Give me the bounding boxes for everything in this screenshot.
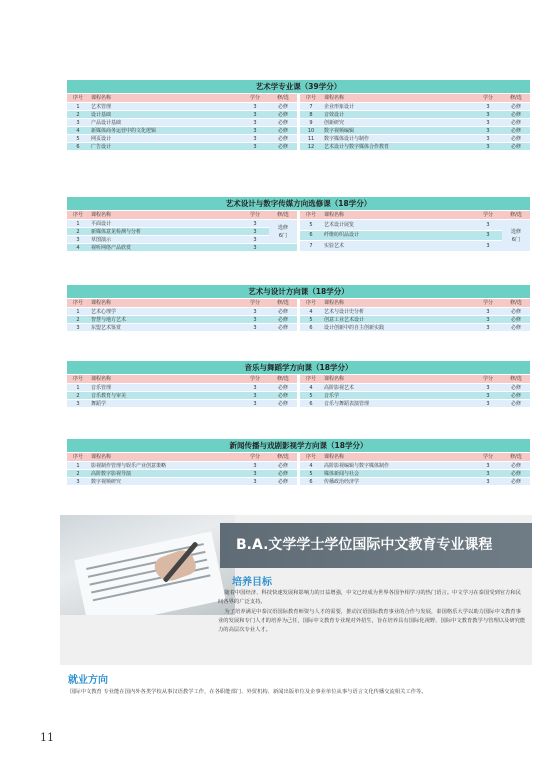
table-row bbox=[67, 462, 297, 470]
header-type: 修/选 bbox=[502, 375, 530, 384]
cell-name: 纤维纺织品设计 bbox=[322, 230, 474, 241]
header-type: 修/选 bbox=[269, 211, 297, 220]
banner-title: B.A.文学学士学位国际中文教育专业课程 bbox=[220, 523, 532, 568]
table-row bbox=[300, 143, 530, 151]
section-news-film bbox=[67, 439, 530, 486]
cell-name: 数字媒体设计与制作 bbox=[322, 135, 474, 143]
cell-no: 2 bbox=[67, 228, 89, 236]
header-name: 课程名称 bbox=[322, 299, 474, 308]
cell-type: 必修 bbox=[269, 143, 297, 151]
cell-name: 企业形象设计 bbox=[322, 103, 474, 111]
cell-name: 设计基础 bbox=[89, 111, 241, 119]
cell-no: 2 bbox=[67, 392, 89, 400]
course-table-left bbox=[67, 453, 297, 486]
cell-type: 必修 bbox=[502, 470, 530, 478]
cell-no: 8 bbox=[300, 111, 322, 119]
table-row bbox=[67, 135, 297, 143]
table-row bbox=[67, 324, 297, 332]
header-type: 修/选 bbox=[502, 299, 530, 308]
cell-credit: 3 bbox=[241, 308, 269, 316]
cell-name: 平面设计 bbox=[89, 220, 241, 228]
table-row bbox=[300, 135, 530, 143]
cell-credit: 3 bbox=[241, 236, 269, 244]
cell-type: 必修 bbox=[269, 111, 297, 119]
cell-no: 2 bbox=[67, 316, 89, 324]
cell-credit: 3 bbox=[474, 241, 502, 252]
header-credit: 学分 bbox=[474, 375, 502, 384]
cell-no: 6 bbox=[300, 478, 322, 486]
table-row bbox=[67, 316, 297, 324]
cell-type bbox=[269, 244, 297, 252]
header-no: 序号 bbox=[300, 375, 322, 384]
header-credit: 学分 bbox=[474, 94, 502, 103]
cell-type: 必修 bbox=[502, 384, 530, 392]
course-table-right bbox=[300, 94, 530, 151]
table-row bbox=[300, 103, 530, 111]
header-name: 课程名称 bbox=[322, 211, 474, 220]
section-art-design bbox=[67, 285, 530, 332]
header-no: 序号 bbox=[300, 211, 322, 220]
cell-credit: 3 bbox=[241, 135, 269, 143]
cell-credit: 3 bbox=[241, 400, 269, 408]
cell-credit: 3 bbox=[474, 462, 502, 470]
cell-type: 必修 bbox=[269, 119, 297, 127]
cell-name: 创新研究 bbox=[322, 119, 474, 127]
cell-type-merged: 选修 6门 bbox=[269, 220, 297, 244]
header-name: 课程名称 bbox=[89, 375, 241, 384]
cell-name: 艺术设计展览 bbox=[322, 220, 474, 231]
table-row bbox=[300, 308, 530, 316]
section-music-dance bbox=[67, 361, 530, 408]
cell-credit: 3 bbox=[474, 119, 502, 127]
cell-type: 必修 bbox=[502, 308, 530, 316]
cell-type: 必修 bbox=[502, 400, 530, 408]
cell-type: 必修 bbox=[502, 127, 530, 135]
cell-credit: 3 bbox=[241, 470, 269, 478]
cell-type: 必修 bbox=[269, 462, 297, 470]
cell-no: 12 bbox=[300, 143, 322, 151]
cell-no: 1 bbox=[67, 103, 89, 111]
cell-credit: 3 bbox=[474, 230, 502, 241]
cell-credit: 3 bbox=[474, 103, 502, 111]
header-type: 修/选 bbox=[269, 299, 297, 308]
cell-no: 6 bbox=[300, 230, 322, 241]
table-row bbox=[67, 470, 297, 478]
table-row bbox=[300, 230, 530, 241]
cell-name: 音乐与舞蹈表演管理 bbox=[322, 400, 474, 408]
table-row bbox=[67, 392, 297, 400]
cell-credit: 3 bbox=[474, 324, 502, 332]
cell-type: 必修 bbox=[502, 478, 530, 486]
header-type: 修/选 bbox=[269, 453, 297, 462]
cell-name: 产品设计基础 bbox=[89, 119, 241, 127]
cell-credit: 3 bbox=[241, 392, 269, 400]
cell-name: 高阶影视艺术 bbox=[322, 384, 474, 392]
course-table-left bbox=[67, 94, 297, 151]
cell-name: 艺术与设计史分析 bbox=[322, 308, 474, 316]
header-type: 修/选 bbox=[502, 211, 530, 220]
course-table-left bbox=[67, 375, 297, 408]
table-row bbox=[67, 400, 297, 408]
section-title: 艺术设计与数字传媒方向选修课（18学分） bbox=[67, 197, 530, 210]
table-row bbox=[67, 244, 297, 252]
cell-credit: 3 bbox=[474, 220, 502, 231]
cell-name: 音乐管理 bbox=[89, 384, 241, 392]
header-no: 序号 bbox=[300, 94, 322, 103]
header-name: 课程名称 bbox=[89, 94, 241, 103]
section-title: 艺术与设计方向课（18学分） bbox=[67, 285, 530, 298]
cell-type: 必修 bbox=[269, 400, 297, 408]
cell-no: 1 bbox=[67, 220, 89, 228]
cell-credit: 3 bbox=[241, 127, 269, 135]
header-type: 修/选 bbox=[502, 453, 530, 462]
header-name: 课程名称 bbox=[89, 453, 241, 462]
table-row bbox=[300, 127, 530, 135]
goal-paragraph-2: 为了培养满足中泰汉语国际教育师资与人才的需要，推动汉语国际教育事业的合作与发展，泰国格乐大学以助力国际中文教育事业的发展和专门人才的培养为己任，国际中文教育专业现对外招生，旨在培养具有国际化视野、国际中文教育教学与管理以及研究能力的高层次专业人才。 bbox=[218, 608, 526, 634]
cell-no: 5 bbox=[67, 135, 89, 143]
header-name: 课程名称 bbox=[322, 375, 474, 384]
table-row bbox=[67, 236, 297, 244]
cell-name: 音效设计 bbox=[322, 111, 474, 119]
table-row bbox=[300, 392, 530, 400]
table-row bbox=[67, 143, 297, 151]
course-table-right bbox=[300, 211, 530, 252]
writing-photo bbox=[60, 515, 235, 615]
cell-credit: 3 bbox=[474, 392, 502, 400]
header-name: 课程名称 bbox=[322, 453, 474, 462]
cell-credit: 3 bbox=[474, 470, 502, 478]
cell-credit: 3 bbox=[474, 316, 502, 324]
cell-credit: 3 bbox=[241, 111, 269, 119]
table-row bbox=[300, 220, 530, 231]
section-title: 新闻传播与戏剧影视学方向课（18学分） bbox=[67, 439, 530, 452]
cell-credit: 3 bbox=[241, 220, 269, 228]
cell-name: 数字视频研究 bbox=[89, 478, 241, 486]
header-name: 课程名称 bbox=[89, 299, 241, 308]
cell-type: 必修 bbox=[502, 462, 530, 470]
goal-heading: 培养目标 bbox=[232, 577, 272, 588]
cell-no: 9 bbox=[300, 119, 322, 127]
cell-type: 必修 bbox=[502, 135, 530, 143]
cell-name: 数字视频编辑 bbox=[322, 127, 474, 135]
cell-name: 网页设计 bbox=[89, 135, 241, 143]
cell-credit: 3 bbox=[241, 103, 269, 111]
table-row bbox=[300, 384, 530, 392]
cell-name: 艺术设计与数字媒体合作教育 bbox=[322, 143, 474, 151]
cell-credit: 3 bbox=[474, 478, 502, 486]
cell-name: 设计创新中的自主创新实践 bbox=[322, 324, 474, 332]
cell-credit: 3 bbox=[474, 135, 502, 143]
cell-no: 4 bbox=[300, 384, 322, 392]
cell-name: 实验艺术 bbox=[322, 241, 474, 252]
table-row bbox=[67, 103, 297, 111]
cell-no: 4 bbox=[300, 308, 322, 316]
header-credit: 学分 bbox=[241, 94, 269, 103]
cell-type: 必修 bbox=[269, 127, 297, 135]
cell-type: 必修 bbox=[269, 470, 297, 478]
cell-no: 6 bbox=[300, 400, 322, 408]
cell-credit: 3 bbox=[241, 228, 269, 236]
course-table-left bbox=[67, 211, 297, 252]
header-credit: 学分 bbox=[241, 375, 269, 384]
cell-no: 3 bbox=[67, 324, 89, 332]
cell-credit: 3 bbox=[474, 111, 502, 119]
cell-name: 艺术管理 bbox=[89, 103, 241, 111]
cell-credit: 3 bbox=[474, 143, 502, 151]
course-table-left bbox=[67, 299, 297, 332]
header-no: 序号 bbox=[67, 211, 89, 220]
cell-name: 高阶数字影视导演 bbox=[89, 470, 241, 478]
table-row bbox=[67, 220, 297, 228]
cell-no: 2 bbox=[67, 470, 89, 478]
cell-name: 创意工业艺术设计 bbox=[322, 316, 474, 324]
cell-no: 1 bbox=[67, 462, 89, 470]
course-table-right bbox=[300, 299, 530, 332]
cell-type: 必修 bbox=[502, 316, 530, 324]
cell-no: 4 bbox=[300, 462, 322, 470]
cell-type: 必修 bbox=[269, 103, 297, 111]
cell-credit: 3 bbox=[241, 119, 269, 127]
career-heading: 就业方向 bbox=[68, 675, 108, 686]
cell-no: 4 bbox=[67, 244, 89, 252]
table-row bbox=[300, 400, 530, 408]
cell-type: 必修 bbox=[269, 392, 297, 400]
cell-no: 5 bbox=[300, 220, 322, 231]
cell-name: 媒体新闻与社会 bbox=[322, 470, 474, 478]
cell-name: 广告设计 bbox=[89, 143, 241, 151]
cell-credit: 3 bbox=[241, 244, 269, 252]
table-row bbox=[67, 478, 297, 486]
goal-text bbox=[218, 589, 526, 635]
header-no: 序号 bbox=[67, 299, 89, 308]
table-row bbox=[67, 127, 297, 135]
cell-no: 4 bbox=[67, 127, 89, 135]
cell-name: 新媒体商务运营中的文化逻辑 bbox=[89, 127, 241, 135]
cell-credit: 3 bbox=[474, 308, 502, 316]
table-row bbox=[67, 228, 297, 236]
header-type: 修/选 bbox=[269, 94, 297, 103]
table-row bbox=[67, 384, 297, 392]
header-credit: 学分 bbox=[474, 453, 502, 462]
header-credit: 学分 bbox=[474, 299, 502, 308]
cell-credit: 3 bbox=[474, 127, 502, 135]
header-type: 修/选 bbox=[269, 375, 297, 384]
cell-type: 必修 bbox=[502, 392, 530, 400]
cell-type: 必修 bbox=[269, 316, 297, 324]
cell-name: 视听网络产品欣赏 bbox=[89, 244, 241, 252]
cell-no: 10 bbox=[300, 127, 322, 135]
table-row bbox=[300, 111, 530, 119]
cell-name: 舞蹈学 bbox=[89, 400, 241, 408]
cell-credit: 3 bbox=[474, 384, 502, 392]
cell-type: 必修 bbox=[502, 143, 530, 151]
cell-name: 影视制作管理与娱乐产业创意策略 bbox=[89, 462, 241, 470]
course-table-right bbox=[300, 375, 530, 408]
cell-no: 3 bbox=[67, 400, 89, 408]
cell-credit: 3 bbox=[241, 478, 269, 486]
header-name: 课程名称 bbox=[322, 94, 474, 103]
table-row bbox=[67, 308, 297, 316]
table-row bbox=[300, 470, 530, 478]
header-credit: 学分 bbox=[241, 211, 269, 220]
cell-name: 艺术心理学 bbox=[89, 308, 241, 316]
cell-no: 5 bbox=[300, 392, 322, 400]
cell-no: 2 bbox=[67, 111, 89, 119]
cell-name: 新媒体意见检测与分析 bbox=[89, 228, 241, 236]
page-number: 11 bbox=[40, 731, 54, 744]
cell-type: 必修 bbox=[269, 135, 297, 143]
cell-type: 必修 bbox=[269, 308, 297, 316]
cell-name: 传播政治经济学 bbox=[322, 478, 474, 486]
table-row bbox=[300, 241, 530, 252]
cell-no: 3 bbox=[67, 119, 89, 127]
table-row bbox=[67, 111, 297, 119]
table-row bbox=[67, 119, 297, 127]
cell-no: 3 bbox=[67, 236, 89, 244]
cell-type: 必修 bbox=[269, 324, 297, 332]
cell-name: 智慧与地方艺术 bbox=[89, 316, 241, 324]
header-no: 序号 bbox=[300, 453, 322, 462]
cell-no: 7 bbox=[300, 241, 322, 252]
header-no: 序号 bbox=[67, 94, 89, 103]
cell-name: 音乐学 bbox=[322, 392, 474, 400]
header-credit: 学分 bbox=[241, 299, 269, 308]
course-table-right bbox=[300, 453, 530, 486]
cell-type: 必修 bbox=[502, 324, 530, 332]
goal-paragraph-1: 随着中国经济、科技快速发展和影响力的日益增强，中文已经成为世界各国争相学习的热门语言。中文学习在泰国受到官方和民间各界的广泛支持。 bbox=[218, 590, 521, 606]
cell-no: 6 bbox=[67, 143, 89, 151]
section-art bbox=[67, 80, 530, 151]
header-no: 序号 bbox=[300, 299, 322, 308]
cell-type: 必修 bbox=[269, 384, 297, 392]
cell-no: 11 bbox=[300, 135, 322, 143]
section-title: 艺术学专业课（39学分） bbox=[67, 80, 530, 93]
section-title: 音乐与舞蹈学方向课（18学分） bbox=[67, 361, 530, 374]
cell-no: 7 bbox=[300, 103, 322, 111]
cell-credit: 3 bbox=[241, 316, 269, 324]
cell-no: 3 bbox=[67, 478, 89, 486]
cell-no: 6 bbox=[300, 324, 322, 332]
cell-type: 必修 bbox=[269, 478, 297, 486]
career-text: 国际中文教育 专业能在国内外各类学校从事汉语教学工作，在各职能部门、外贸机构、新闻出版单位及企事业单位从事与语言文化传播交流相关工作等。 bbox=[70, 689, 427, 695]
cell-type: 必修 bbox=[502, 103, 530, 111]
cell-credit: 3 bbox=[241, 143, 269, 151]
table-row bbox=[300, 119, 530, 127]
table-row bbox=[300, 324, 530, 332]
cell-no: 1 bbox=[67, 384, 89, 392]
cell-credit: 3 bbox=[241, 384, 269, 392]
cell-no: 1 bbox=[67, 308, 89, 316]
header-no: 序号 bbox=[67, 375, 89, 384]
header-credit: 学分 bbox=[474, 211, 502, 220]
cell-no: 5 bbox=[300, 470, 322, 478]
cell-type: 必修 bbox=[502, 119, 530, 127]
cell-credit: 3 bbox=[241, 462, 269, 470]
header-no: 序号 bbox=[67, 453, 89, 462]
cell-name: 东盟艺术鉴赏 bbox=[89, 324, 241, 332]
header-credit: 学分 bbox=[241, 453, 269, 462]
cell-type-merged: 选修 6门 bbox=[502, 220, 530, 252]
header-type: 修/选 bbox=[502, 94, 530, 103]
cell-credit: 3 bbox=[474, 400, 502, 408]
cell-type: 必修 bbox=[502, 111, 530, 119]
table-row bbox=[300, 478, 530, 486]
table-row bbox=[300, 316, 530, 324]
cell-no: 5 bbox=[300, 316, 322, 324]
header-name: 课程名称 bbox=[89, 211, 241, 220]
cell-name: 草图演示 bbox=[89, 236, 241, 244]
cell-name: 音乐教育与审美 bbox=[89, 392, 241, 400]
table-row bbox=[300, 462, 530, 470]
cell-name: 高阶影视编辑与数字媒体制作 bbox=[322, 462, 474, 470]
cell-credit: 3 bbox=[241, 324, 269, 332]
section-design-elective bbox=[67, 197, 530, 252]
